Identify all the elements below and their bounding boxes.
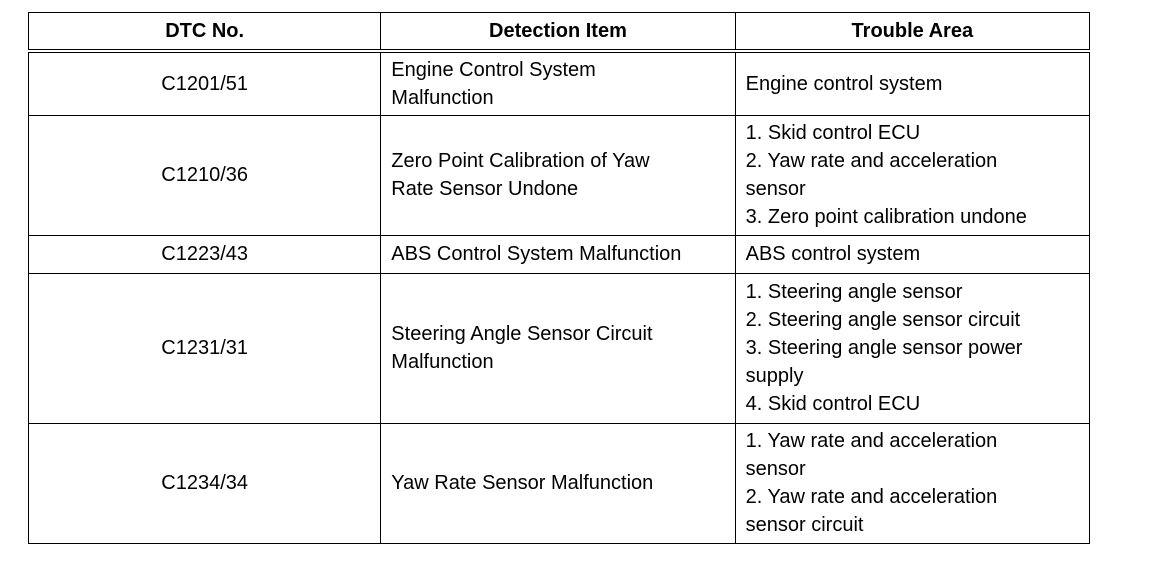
trouble-area-line: ABS control system — [745, 243, 921, 265]
detection-item-cell — [381, 273, 735, 423]
trouble-area-line: 1. Yaw rate and acceleration — [745, 430, 998, 452]
detection-item-cell — [381, 235, 735, 273]
dtc-cell: C1234/34 — [29, 423, 381, 543]
trouble-area-cell — [735, 51, 1089, 115]
detection-item-line: Rate Sensor Undone — [391, 178, 579, 200]
trouble-area-cell — [735, 273, 1089, 423]
trouble-area-line: 3. Zero point calibration undone — [745, 206, 1027, 228]
trouble-area-line: 2. Yaw rate and acceleration — [745, 486, 998, 508]
trouble-area-cell — [735, 115, 1089, 235]
header-trouble-area: Trouble Area — [735, 13, 1089, 52]
detection-item-line: Engine Control System — [391, 58, 596, 81]
trouble-area-line: 4. Skid control ECU — [745, 393, 921, 415]
detection-item-line: ABS Control System Malfunction — [391, 243, 682, 265]
table-row — [29, 273, 1090, 423]
dtc-cell: C1231/31 — [29, 273, 381, 423]
detection-item-line: Malfunction — [391, 86, 494, 109]
table-row — [29, 423, 1090, 543]
detection-item-cell — [381, 115, 735, 235]
detection-item-line: Steering Angle Sensor Circuit — [391, 323, 653, 345]
header-detection-item: Detection Item — [381, 13, 735, 52]
table-row — [29, 51, 1090, 115]
detection-item-line: Malfunction — [391, 351, 494, 373]
detection-item-cell — [381, 423, 735, 543]
trouble-area-line: 2. Yaw rate and acceleration — [745, 150, 998, 172]
trouble-area-line: sensor circuit — [745, 514, 864, 536]
trouble-area-line: 3. Steering angle sensor power — [745, 337, 1023, 359]
trouble-area-line: 1. Steering angle sensor — [745, 281, 963, 303]
header-dtc-no: DTC No. — [29, 13, 381, 52]
detection-item-line: Yaw Rate Sensor Malfunction — [391, 472, 654, 494]
trouble-area-cell — [735, 423, 1089, 543]
detection-item-line: Zero Point Calibration of Yaw — [391, 150, 650, 172]
trouble-area-line: sensor — [745, 458, 806, 480]
dtc-cell: C1201/51 — [29, 51, 381, 115]
trouble-area-cell — [735, 235, 1089, 273]
trouble-area-line: 2. Steering angle sensor circuit — [745, 309, 1021, 331]
trouble-area-line: Engine control system — [745, 72, 943, 95]
detection-item-cell — [381, 51, 735, 115]
trouble-area-line: sensor — [745, 178, 806, 200]
dtc-cell: C1210/36 — [29, 115, 381, 235]
trouble-area-line: 1. Skid control ECU — [745, 122, 921, 144]
header-row — [29, 13, 1090, 52]
table-row — [29, 115, 1090, 235]
dtc-table — [28, 12, 1090, 544]
table-row — [29, 235, 1090, 273]
dtc-cell: C1223/43 — [29, 235, 381, 273]
trouble-area-line: supply — [745, 365, 804, 387]
